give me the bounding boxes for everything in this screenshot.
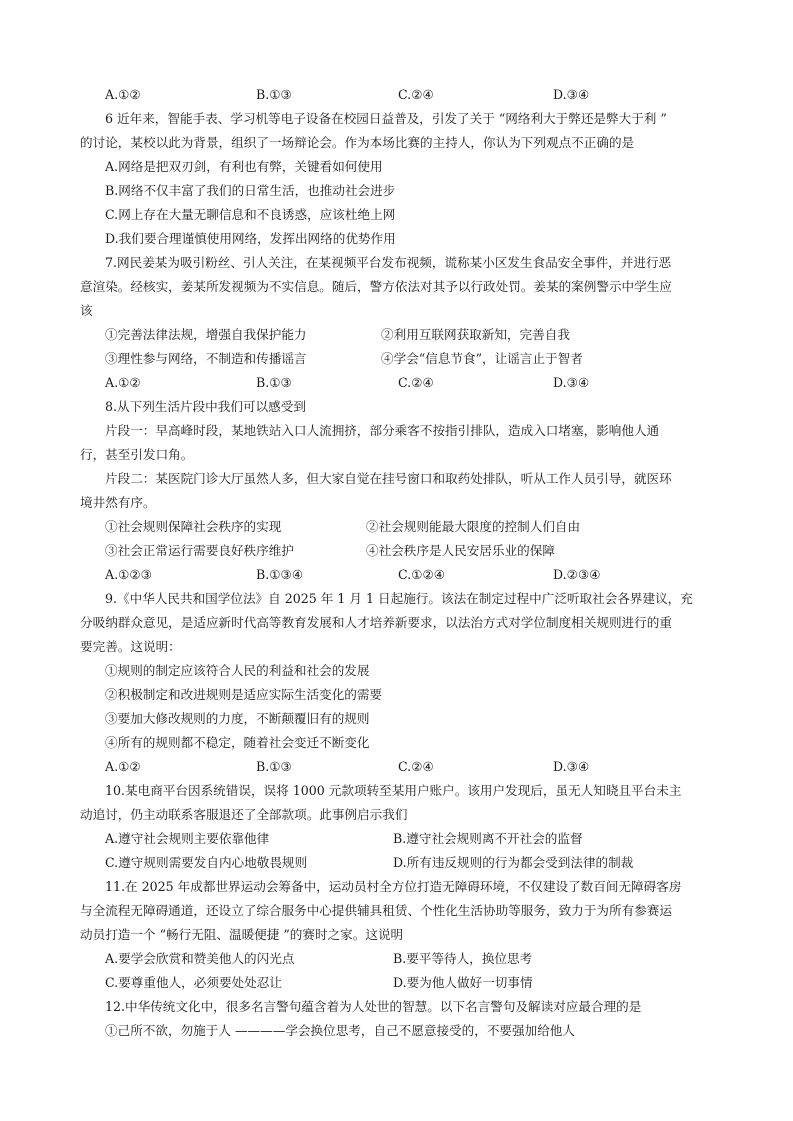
q12-item-1: ①己所不欲，勿施于人 ————学会换位思考，自己不愿意接受的，不要强加给他人 [105, 1023, 575, 1038]
q9-stem-line-2: 分吸纳群众意见，是适应新时代高等教育发展和人才培养新要求，以法治方式对学位制度相关规则进行的重 [80, 615, 672, 630]
q10-option-d: D.所有违反规则的行为都会受到法律的制裁 [393, 855, 634, 870]
q11-stem-line-2: 与全流程无障碍通道，还设立了综合服务中心提供辅具租赁、个性化生活协助等服务，致力于为所有参赛运 [80, 903, 672, 918]
q10-stem-line-1: 10.某电商平台因系统错误，误将 1000 元款项转至某用户账户。该用户发现后，虽无人知晓且平台未主 [105, 783, 682, 798]
q8-fragment2-line-2: 境井然有序。 [80, 495, 156, 510]
q8-option-a: A.①②③ [105, 567, 152, 582]
q8-statement-4: ④社会秩序是人民安居乐业的保障 [366, 543, 555, 558]
q8-statement-3: ③社会正常运行需要良好秩序维护 [105, 543, 294, 558]
q8-option-b: B.①③④ [256, 567, 304, 582]
q9-statement-4: ④所有的规则都不稳定，随着社会变迁不断变化 [105, 735, 370, 750]
q7-statement-1: ①完善法律法规，增强自我保护能力 [105, 327, 307, 342]
q8-option-d: D.②③④ [553, 567, 601, 582]
q7-option-c: C.②④ [398, 375, 434, 390]
q7-option-a: A.①② [105, 375, 141, 390]
q6-option-a: A.网络是把双刃剑，有利也有弊，关键看如何使用 [105, 159, 383, 174]
q7-stem-line-2: 意渲染。经核实，姜某所发视频为不实信息。随后，警方依法对其予以行政处罚。姜某的案例警示中学生应 [80, 279, 672, 294]
q7-statement-2: ②利用互联网获取新知，完善自我 [381, 327, 570, 342]
q8-statement-1: ①社会规则保障社会秩序的实现 [105, 519, 282, 534]
q6-option-c: C.网上存在大量无聊信息和不良诱惑，应该杜绝上网 [105, 207, 396, 222]
q12-stem: 12.中华传统文化中，很多名言警句蕴含着为人处世的智慧。以下名言警句及解读对应最合理的是 [105, 999, 642, 1014]
q9-stem-line-3: 要完善。这说明： [80, 639, 181, 654]
q7-statement-4: ④学会“信息节食”，让谣言止于智者 [381, 351, 583, 366]
q9-statement-2: ②积极制定和改进规则是适应实际生活变化的需要 [105, 687, 383, 702]
q9-option-c: C.②④ [398, 759, 434, 774]
q10-option-a: A.遵守社会规则主要依靠他律 [105, 831, 270, 846]
q6-stem-line-2: 的讨论，某校以此为背景，组织了一场辩论会。作为本场比赛的主持人，你认为下列观点不正确的是 [80, 135, 635, 150]
q7-option-b: B.①③ [256, 375, 292, 390]
q10-stem-line-2: 动追讨，仍主动联系客服退还了全部款项。此事例启示我们 [80, 807, 408, 822]
q9-statement-3: ③要加大修改规则的力度，不断颠覆旧有的规则 [105, 711, 370, 726]
q10-option-b: B.遵守社会规则离不开社会的监督 [393, 831, 583, 846]
q7-statement-3: ③理性参与网络，不制造和传播谣言 [105, 351, 307, 366]
q7-stem-line-1: 7.网民姜某为吸引粉丝、引人关注，在某视频平台发布视频，谎称某小区发生食品安全事件，并进行恶 [105, 255, 672, 270]
q8-stem: 8.从下列生活片段中我们可以感受到 [105, 399, 306, 414]
q5-option-b: B.①③ [256, 87, 292, 102]
q9-stem-line-1: 9.《中华人民共和国学位法》自 2025 年 1 月 1 日起施行。该法在制定过程中广泛听取社会各界建议，充 [105, 591, 693, 606]
q9-option-d: D.③④ [553, 759, 590, 774]
q11-option-d: D.要为他人做好一切事情 [393, 975, 533, 990]
q8-option-c: C.①②④ [398, 567, 446, 582]
q8-fragment1-line-1: 片段一：早高峰时段，某地铁站入口人流拥挤，部分乘客不按指引排队，造成入口堵塞，影响他人通 [105, 423, 660, 438]
q11-option-c: C.要尊重他人，必须要处处忍让 [105, 975, 282, 990]
q5-option-c: C.②④ [398, 87, 434, 102]
q7-option-d: D.③④ [553, 375, 590, 390]
q8-fragment2-line-1: 片段二：某医院门诊大厅虽然人多，但大家自觉在挂号窗口和取药处排队，听从工作人员引导，就医环 [105, 471, 672, 486]
q5-option-d: D.③④ [553, 87, 590, 102]
q8-fragment1-line-2: 行，甚至引发口角。 [80, 447, 194, 462]
q11-stem-line-1: 11.在 2025 年成都世界运动会筹备中，运动员村全方位打造无障碍环境，不仅建设了数百间无障碍客房 [105, 879, 682, 894]
q6-option-b: B.网络不仅丰富了我们的日常生活，也推动社会进步 [105, 183, 396, 198]
q9-option-b: B.①③ [256, 759, 292, 774]
q7-stem-line-3: 该 [80, 303, 93, 318]
q5-option-a: A.①② [105, 87, 141, 102]
q6-option-d: D.我们要合理谨慎使用网络，发挥出网络的优势作用 [105, 231, 396, 246]
q6-stem-line-1: 6 近年来，智能手表、学习机等电子设备在校园日益普及，引发了关于 “网络利大于弊还是弊大于利 ” [105, 111, 667, 126]
q10-option-c: C.遵守规则需要发自内心地敬畏规则 [105, 855, 308, 870]
q9-statement-1: ①规则的制定应该符合人民的利益和社会的发展 [105, 663, 370, 678]
q11-option-a: A.要学会欣赏和赞美他人的闪光点 [105, 951, 295, 966]
q9-option-a: A.①② [105, 759, 141, 774]
q11-stem-line-3: 动员打造一个 “畅行无阻、温暖便捷 ”的赛时之家。这说明 [80, 927, 404, 942]
q11-option-b: B.要平等待人，换位思考 [393, 951, 533, 966]
q8-statement-2: ②社会规则能最大限度的控制人们自由 [366, 519, 581, 534]
